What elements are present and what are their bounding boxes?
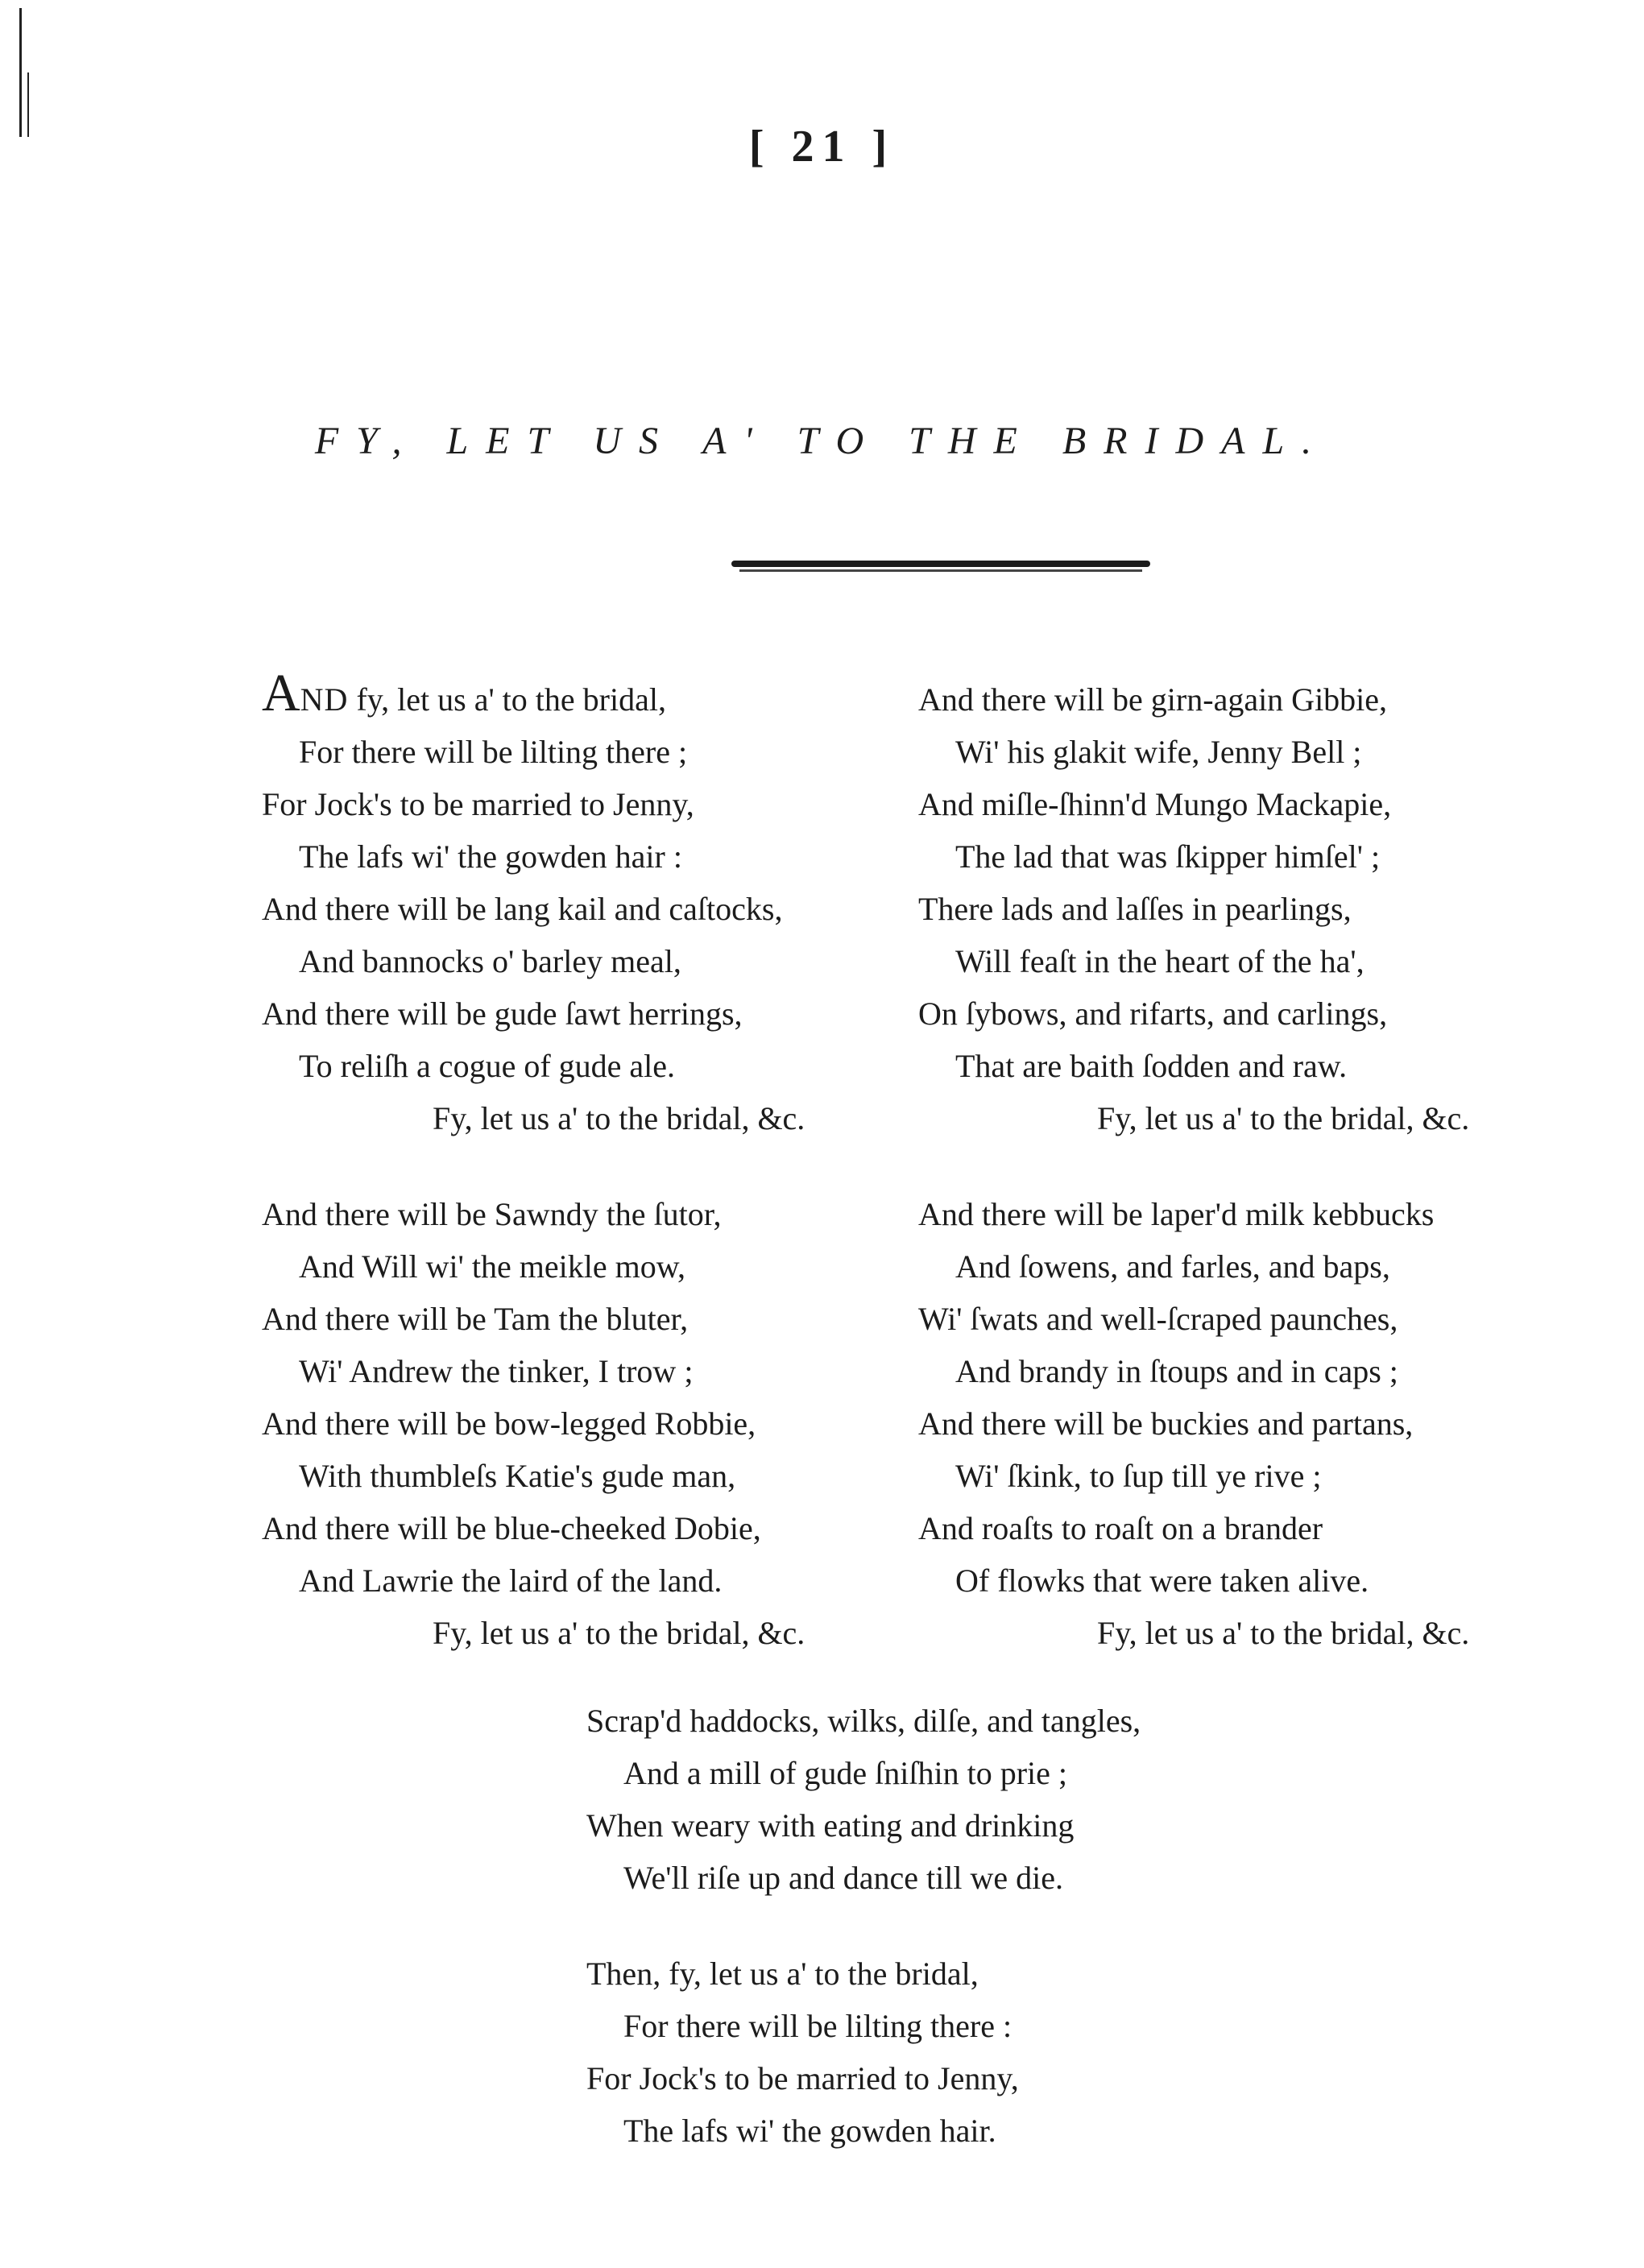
- verse-line: And there will be bow-legged Robbie,: [262, 1405, 756, 1442]
- verse-line: For Jock's to be married to Jenny,: [262, 786, 694, 822]
- small-caps: ND: [300, 681, 349, 718]
- verse-line: And there will be laper'd milk kebbucks: [918, 1196, 1435, 1232]
- verse-line: And there will be blue-cheeked Dobie,: [262, 1510, 761, 1546]
- right-column: [918, 673, 1587, 1659]
- margin-binding-mark: [19, 8, 22, 137]
- verse-line: For Jock's to be married to Jenny,: [586, 2060, 1019, 2096]
- verse-line: And Lawrie the laird of the land.: [299, 1562, 723, 1599]
- verse-line: And Will wi' the meikle mow,: [299, 1248, 685, 1285]
- title-divider: [731, 561, 1150, 567]
- verse-line: To reliſh a cogue of gude ale.: [299, 1048, 676, 1084]
- verse-line: Wi' Andrew the tinker, I trow ;: [299, 1353, 694, 1389]
- verse-line: For there will be lilting there :: [623, 2008, 1012, 2044]
- chorus-line: Fy, let us a' to the bridal, &c.: [1097, 1615, 1470, 1651]
- verse-line: Wi' ſkink, to ſup till ye rive ;: [955, 1458, 1322, 1494]
- verse-line: We'll riſe up and dance till we die.: [623, 1860, 1064, 1896]
- verse-line: And roaſts to roaſt on a brander: [918, 1510, 1323, 1546]
- verse-line: And there will be girn-again Gibbie,: [918, 681, 1388, 718]
- verse-line: The lafs wi' the gowden hair.: [623, 2113, 996, 2149]
- verse-line: Wi' ſwats and well-ſcraped paunches,: [918, 1301, 1398, 1337]
- center-column: [586, 1695, 1311, 2157]
- verse-line: Scrap'd haddocks, wilks, dilſe, and tangles,: [586, 1703, 1141, 1739]
- page-number: [ 21 ]: [748, 122, 896, 172]
- verse-line: And there will be lang kail and caſtocks,: [262, 891, 783, 927]
- verse-line: When weary with eating and drinking: [586, 1807, 1075, 1844]
- verse-line: That are baith ſodden and raw.: [955, 1048, 1348, 1084]
- verse-line: And ſowens, and farles, and baps,: [955, 1248, 1390, 1285]
- verse-line: AND fy, let us a' to the bridal,: [262, 664, 666, 722]
- drop-cap: A: [262, 664, 300, 722]
- chorus-line: Fy, let us a' to the bridal, &c.: [433, 1100, 805, 1136]
- verse-line: Then, fy, let us a' to the bridal,: [586, 1956, 979, 1992]
- verse-line: And brandy in ſtoups and in caps ;: [955, 1353, 1398, 1389]
- verse-line: And a mill of gude ſniſhin to prie ;: [623, 1755, 1068, 1791]
- verse-line: And there will be gude ſawt herrings,: [262, 995, 743, 1032]
- verse-line: There lads and laſſes in pearlings,: [918, 891, 1352, 927]
- verse-line: And there will be Tam the bluter,: [262, 1301, 689, 1337]
- verse-line: For there will be lilting there ;: [299, 734, 688, 770]
- chorus-line: Fy, let us a' to the bridal, &c.: [433, 1615, 805, 1651]
- verse-line: And there will be Sawndy the ſutor,: [262, 1196, 722, 1232]
- page-title: FY, LET US A' TO THE BRIDAL.: [314, 420, 1330, 462]
- chorus-line: Fy, let us a' to the bridal, &c.: [1097, 1100, 1470, 1136]
- verse-line: Wi' his glakit wife, Jenny Bell ;: [955, 734, 1362, 770]
- left-column: [262, 664, 922, 1659]
- verse-line: And there will be buckies and partans,: [918, 1405, 1414, 1442]
- verse-line: With thumbleſs Katie's gude man,: [299, 1458, 736, 1494]
- verse-line: Will feaſt in the heart of the ha',: [955, 943, 1364, 979]
- verse-line: Of flowks that were taken alive.: [955, 1562, 1369, 1599]
- verse-line: And bannocks o' barley meal,: [299, 943, 681, 979]
- verse-line: The lafs wi' the gowden hair :: [299, 838, 682, 875]
- verse-line: The lad that was ſkipper himſel' ;: [955, 838, 1381, 875]
- verse-line: And miſle-ſhinn'd Mungo Mackapie,: [918, 786, 1392, 822]
- verse-line: On ſybows, and rifarts, and carlings,: [918, 995, 1388, 1032]
